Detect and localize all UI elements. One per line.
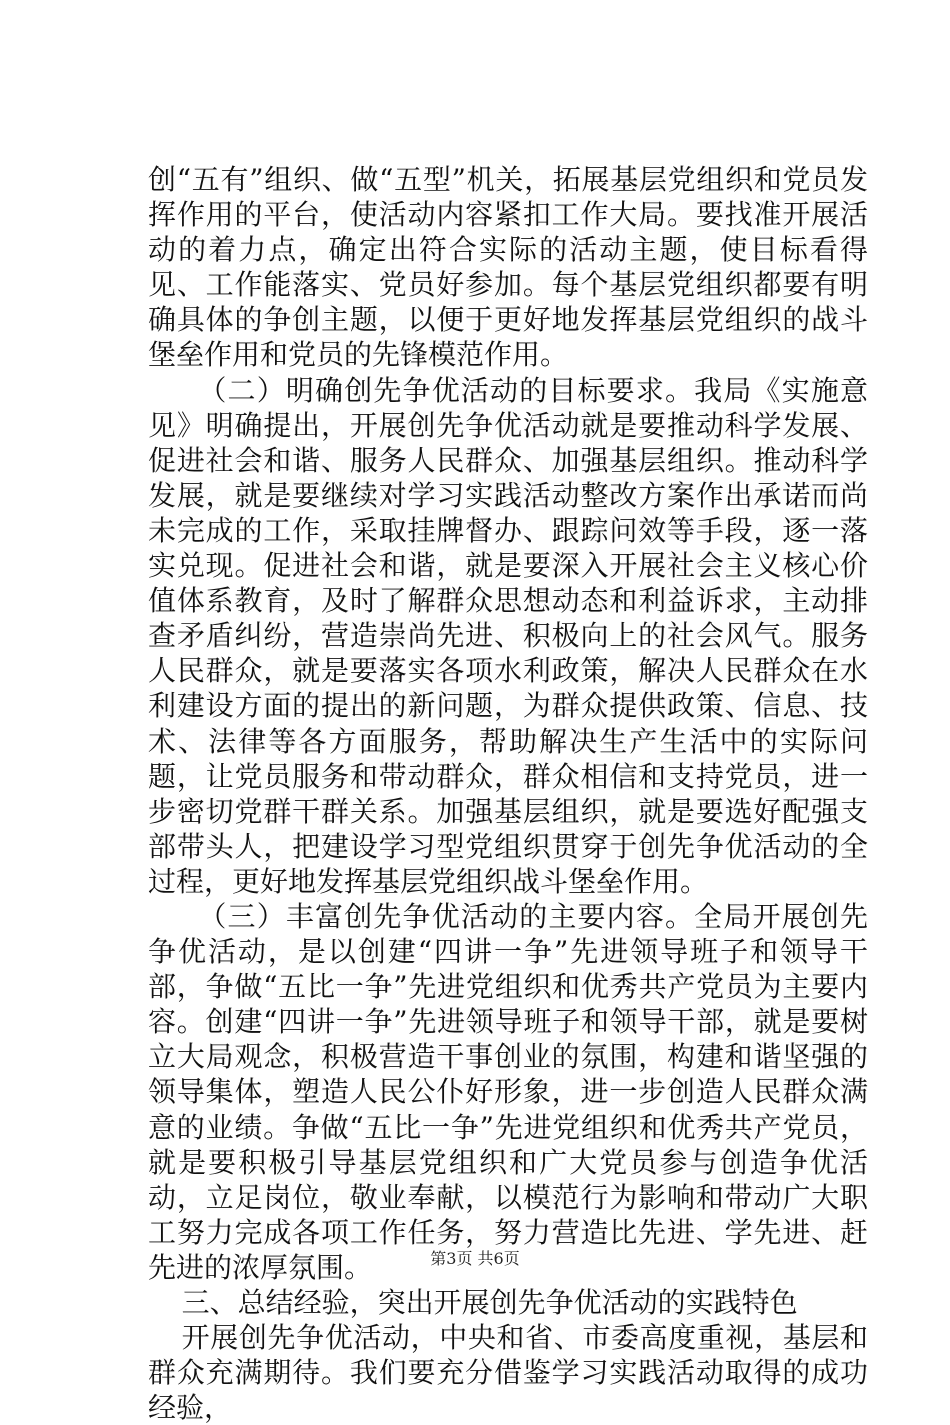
paragraph-experience: 开展创先争优活动，中央和省、市委高度重视，基层和群众充满期待。我们要充分借鉴学习实践活动取得的成功经验， <box>148 1321 868 1425</box>
paragraph-content: （三）丰富创先争优活动的主要内容。全局开展创先争优活动，是以创建“四讲一争”先进领导班子和领导干部，争做“五比一争”先进党组织和优秀共产党员为主要内容。创建“四讲一争”先进领导班子和领导干部，就是要树立大局观念，积极营造干事创业的氛围，构建和谐坚强的领导集体，塑造人民公仆好形象，进一步创造人民群众满意的业绩。争做“五比一争”先进党组织和优秀共产党员，就是要积极引导基层党组织和广大党员参与创造争优活动，立足岗位，敬业奉献，以模范行为影响和带动广大职工努力完成各项工作任务，努力营造比先进、学先进、赶先进的浓厚氛围。 <box>148 899 868 1284</box>
paragraph-continuation: 创“五有”组织、做“五型”机关，拓展基层党组织和党员发挥作用的平台，使活动内容紧扣工作大局。要找准开展活动的着力点，确定出符合实际的活动主题，使目标看得见、工作能落实、党员好参加。每个基层党组织都要有明确具体的争创主题，以便于更好地发挥基层党组织的战斗堡垒作用和党员的先锋模范作用。 <box>148 163 868 372</box>
paragraph-goals: （二）明确创先争优活动的目标要求。我局《实施意见》明确提出，开展创先争优活动就是要推动科学发展、促进社会和谐、服务人民群众、加强基层组织。推动科学发展，就是要继续对学习实践活动整改方案作出承诺而尚未完成的工作，采取挂牌督办、跟踪问效等手段，逐一落实兑现。促进社会和谐，就是要深入开展社会主义核心价值体系教育，及时了解群众思想动态和利益诉求，主动排查矛盾纠纷，营造崇尚先进、积极向上的社会风气。服务人民群众，就是要落实各项水利政策，解决人民群众在水利建设方面的提出的新问题，为群众提供政策、信息、技术、法律等各方面服务，帮助解决生产生活中的实际问题，让党员服务和带动群众，群众相信和支持党员，进一步密切党群干群关系。加强基层组织，就是要选好配强支部带头人，把建设学习型党组织贯穿于创先争优活动的全过程，更好地发挥基层党组织战斗堡垒作用。 <box>148 373 868 898</box>
section-heading: 三、总结经验，突出开展创先争优活动的实践特色 <box>181 1286 798 1319</box>
document-body <box>148 162 868 1425</box>
page-number-footer: 第3页 共6页 <box>430 1249 520 1268</box>
